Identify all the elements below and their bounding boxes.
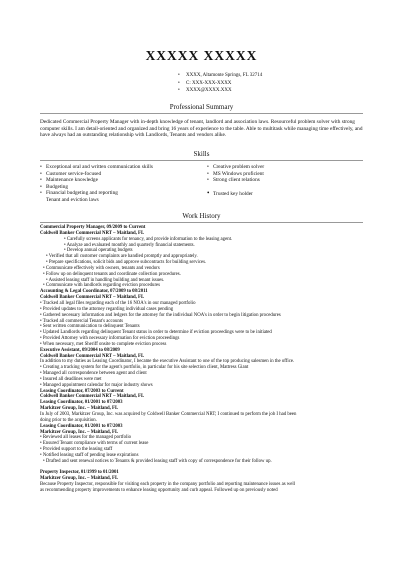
job-heading-line: Markitzer Group, Inc. – Maitland, FL: [40, 429, 119, 435]
work-history-line: • Tracked all legal files regarding each of the 16 NOA's in our managed portfolio: [40, 300, 196, 306]
phone-text: C: XXX-XXX-XXXX: [186, 80, 232, 86]
work-history-line: • Communicate with landlords regarding eviction procedures: [43, 283, 161, 289]
work-history-line: • Managed appointment calendar for major industry shows: [40, 382, 153, 388]
work-history-line: • Provided updates to the attorney regarding individual cases pending: [40, 306, 174, 312]
job-heading-line: Leasing Coordinator, 01/2001 to 07/2003: [40, 400, 123, 406]
work-history-line: • Provided Attorney with necessary information for eviction proceedings: [40, 336, 180, 342]
job-heading-line: Markitzer Group, Inc. – Maitland, FL: [40, 476, 119, 482]
candidate-name: XXXXX XXXXX: [145, 48, 258, 63]
skill-item: • MS Windows proficient: [207, 170, 264, 177]
work-history-line: • Carefully screens applicants for tenancy, and provide information to the leasing agent.: [64, 236, 233, 242]
job-heading-line: Coldwell Banker Commercial NRT – Maitland, FL: [40, 230, 145, 236]
work-history-line: doing prior to the acquisition.: [40, 417, 97, 423]
work-history-line: as recommending property improvements to enhance leasing opportunity and curb appeal. Followed up on previously noted: [40, 487, 278, 493]
job-heading-line: Executive Assistant, 09/2004 to 08/2009: [40, 347, 120, 353]
address-text: XXXX, Altamonte Springs, FL 32714: [186, 73, 263, 78]
skill-item: [207, 184, 264, 191]
skills-left-column: [40, 164, 153, 204]
summary-heading: Professional Summary: [169, 103, 234, 111]
work-history-line: • Verified that all customer complaints are handled promptly and appropriately.: [46, 254, 198, 260]
job-heading-line: Coldwell Banker Commercial NRT – Maitland, FL: [40, 353, 145, 359]
job-heading-line: Accounting & Legal Coordinator, 07/2009 to 08/2011: [40, 289, 148, 295]
work-history-line: • Notified leasing staff of pending lease expirations: [40, 452, 139, 458]
work-history-heading: Work History: [182, 212, 221, 220]
skill-item: Tenant and eviction laws: [46, 196, 99, 203]
job-heading-line: Commercial Property Manager, 09/2009 to Current: [40, 225, 146, 230]
skills-right-column: [207, 164, 264, 198]
work-history-line: In July of 2003, Markitzer Group, Inc. was acquired by Coldwell Banker Commercial NRT; I continued to perform the job I had been: [40, 412, 297, 417]
work-history-line: • Managed all correspondence between agent and client: [40, 371, 147, 377]
skill-item: • Exceptional oral and written communication skills: [40, 164, 153, 170]
phone-row: [178, 80, 262, 88]
skill-item: • Trusted key holder: [207, 189, 253, 198]
work-history-line: • Analyze and evaluated monthly and quarterly financial statements.: [64, 242, 195, 248]
address-row: [178, 72, 262, 80]
work-history-line: • When necessary, met Sheriff onsite to complete eviction process: [40, 341, 167, 347]
summary-divider: [40, 113, 363, 114]
work-history-line: • Drafted and sent renewal notices to Tenants & provided leasing staff with copy of correspondence for their follow up.: [43, 458, 272, 464]
job-heading-line: Markitzer Group, Inc. – Maitland, FL: [40, 406, 119, 412]
bullet-icon: •: [178, 80, 180, 86]
work-history-list: [40, 225, 370, 494]
work-history-line: • Ensured Tenant compliance with terms of current lease: [40, 441, 149, 447]
work-history-line: Because Property Inspector, responsible for visiting each property in the company portfolio and reporting maintenance issues as well: [40, 482, 296, 488]
summary-text: Dedicated Commercial Property Manager with in-depth knowledge of tenant, landlord and association laws. Resourceful problem solver with strong computer skills. I am detail-oriented and organized and bring 16 years of experience to the table. Able to multitask while managing time effectively, and have always had an outstanding relationship with Landlords, Tenants and vendors alike.: [40, 119, 363, 139]
job-heading-line: Leasing Coordinator, 01/2001 to 07/2003: [40, 423, 123, 429]
work-history-line: • Sent written communication to delinquent Tenants: [40, 324, 140, 330]
contact-block: [178, 72, 262, 95]
skill-item: • Financial budgeting and reporting: [40, 190, 118, 197]
job-heading-line: Leasing Coordinator, 07/2003 to Current: [40, 388, 124, 394]
bullet-icon: •: [178, 73, 180, 78]
skill-item: • Maintenance knowledge: [40, 177, 98, 184]
work-history-line: • Assisted leasing staff in handling building and tenant issues.: [46, 277, 165, 283]
work-history-divider: [40, 222, 363, 223]
work-history-line: • Updated Landlords regarding delinquent Tenant status in order to determine if eviction proceedings were to be initiated: [40, 330, 272, 336]
email-row: [178, 87, 262, 95]
work-history-line: • Communicate effectively with owners, tenants and vendors: [43, 265, 160, 271]
bullet-icon: •: [178, 88, 180, 94]
work-history-line: • Prepare specifications, solicit bids and approve subcontracts for building services.: [46, 260, 207, 266]
skills-heading: Skills: [193, 150, 210, 158]
skill-item: • Budgeting: [40, 183, 69, 190]
job-heading-line: Coldwell Banker Commercial NRT – Maitland, FL: [40, 394, 145, 400]
skills-divider: [40, 160, 363, 161]
work-history-line: • Gathered necessary information and ledgers for the attorney for the individual NOA's in order to begin litigation procedures: [40, 312, 281, 318]
work-history-line: • Insured all deadlines were met: [40, 376, 102, 382]
email-text: XXXX@XXXX.XXX: [186, 88, 232, 94]
work-history-line: • Reviewed all leases for the managed portfolio: [40, 435, 132, 441]
skill-item: • Customer service-focused: [40, 170, 102, 177]
work-history-line: • Provided support to the leasing staff: [40, 447, 113, 453]
skill-item: • Strong client relations: [207, 177, 260, 184]
job-heading-line: Property Inspector, 01/1999 to 01/2001: [40, 470, 119, 476]
work-history-line: • Follow up on delinquent tenants and coordinate collection procedures.: [43, 271, 181, 277]
job-heading-line: Coldwell Banker Commercial NRT – Maitland, FL: [40, 295, 145, 301]
work-history-line: • Creating a tracking system for the agent's portfolio, in particular for his site selection client, Mattress Giant: [40, 365, 249, 371]
skill-item: • Creative problem solver: [207, 164, 265, 170]
work-history-line: • Develop annual operating budgets: [64, 248, 133, 254]
work-history-line: • Tracked all commercial Tenant's accounts: [40, 318, 123, 324]
work-history-line: In addition to my duties as Leasing Coordinator, I became the executive Assistant to one of the top producing salesmen in the office.: [40, 359, 295, 365]
